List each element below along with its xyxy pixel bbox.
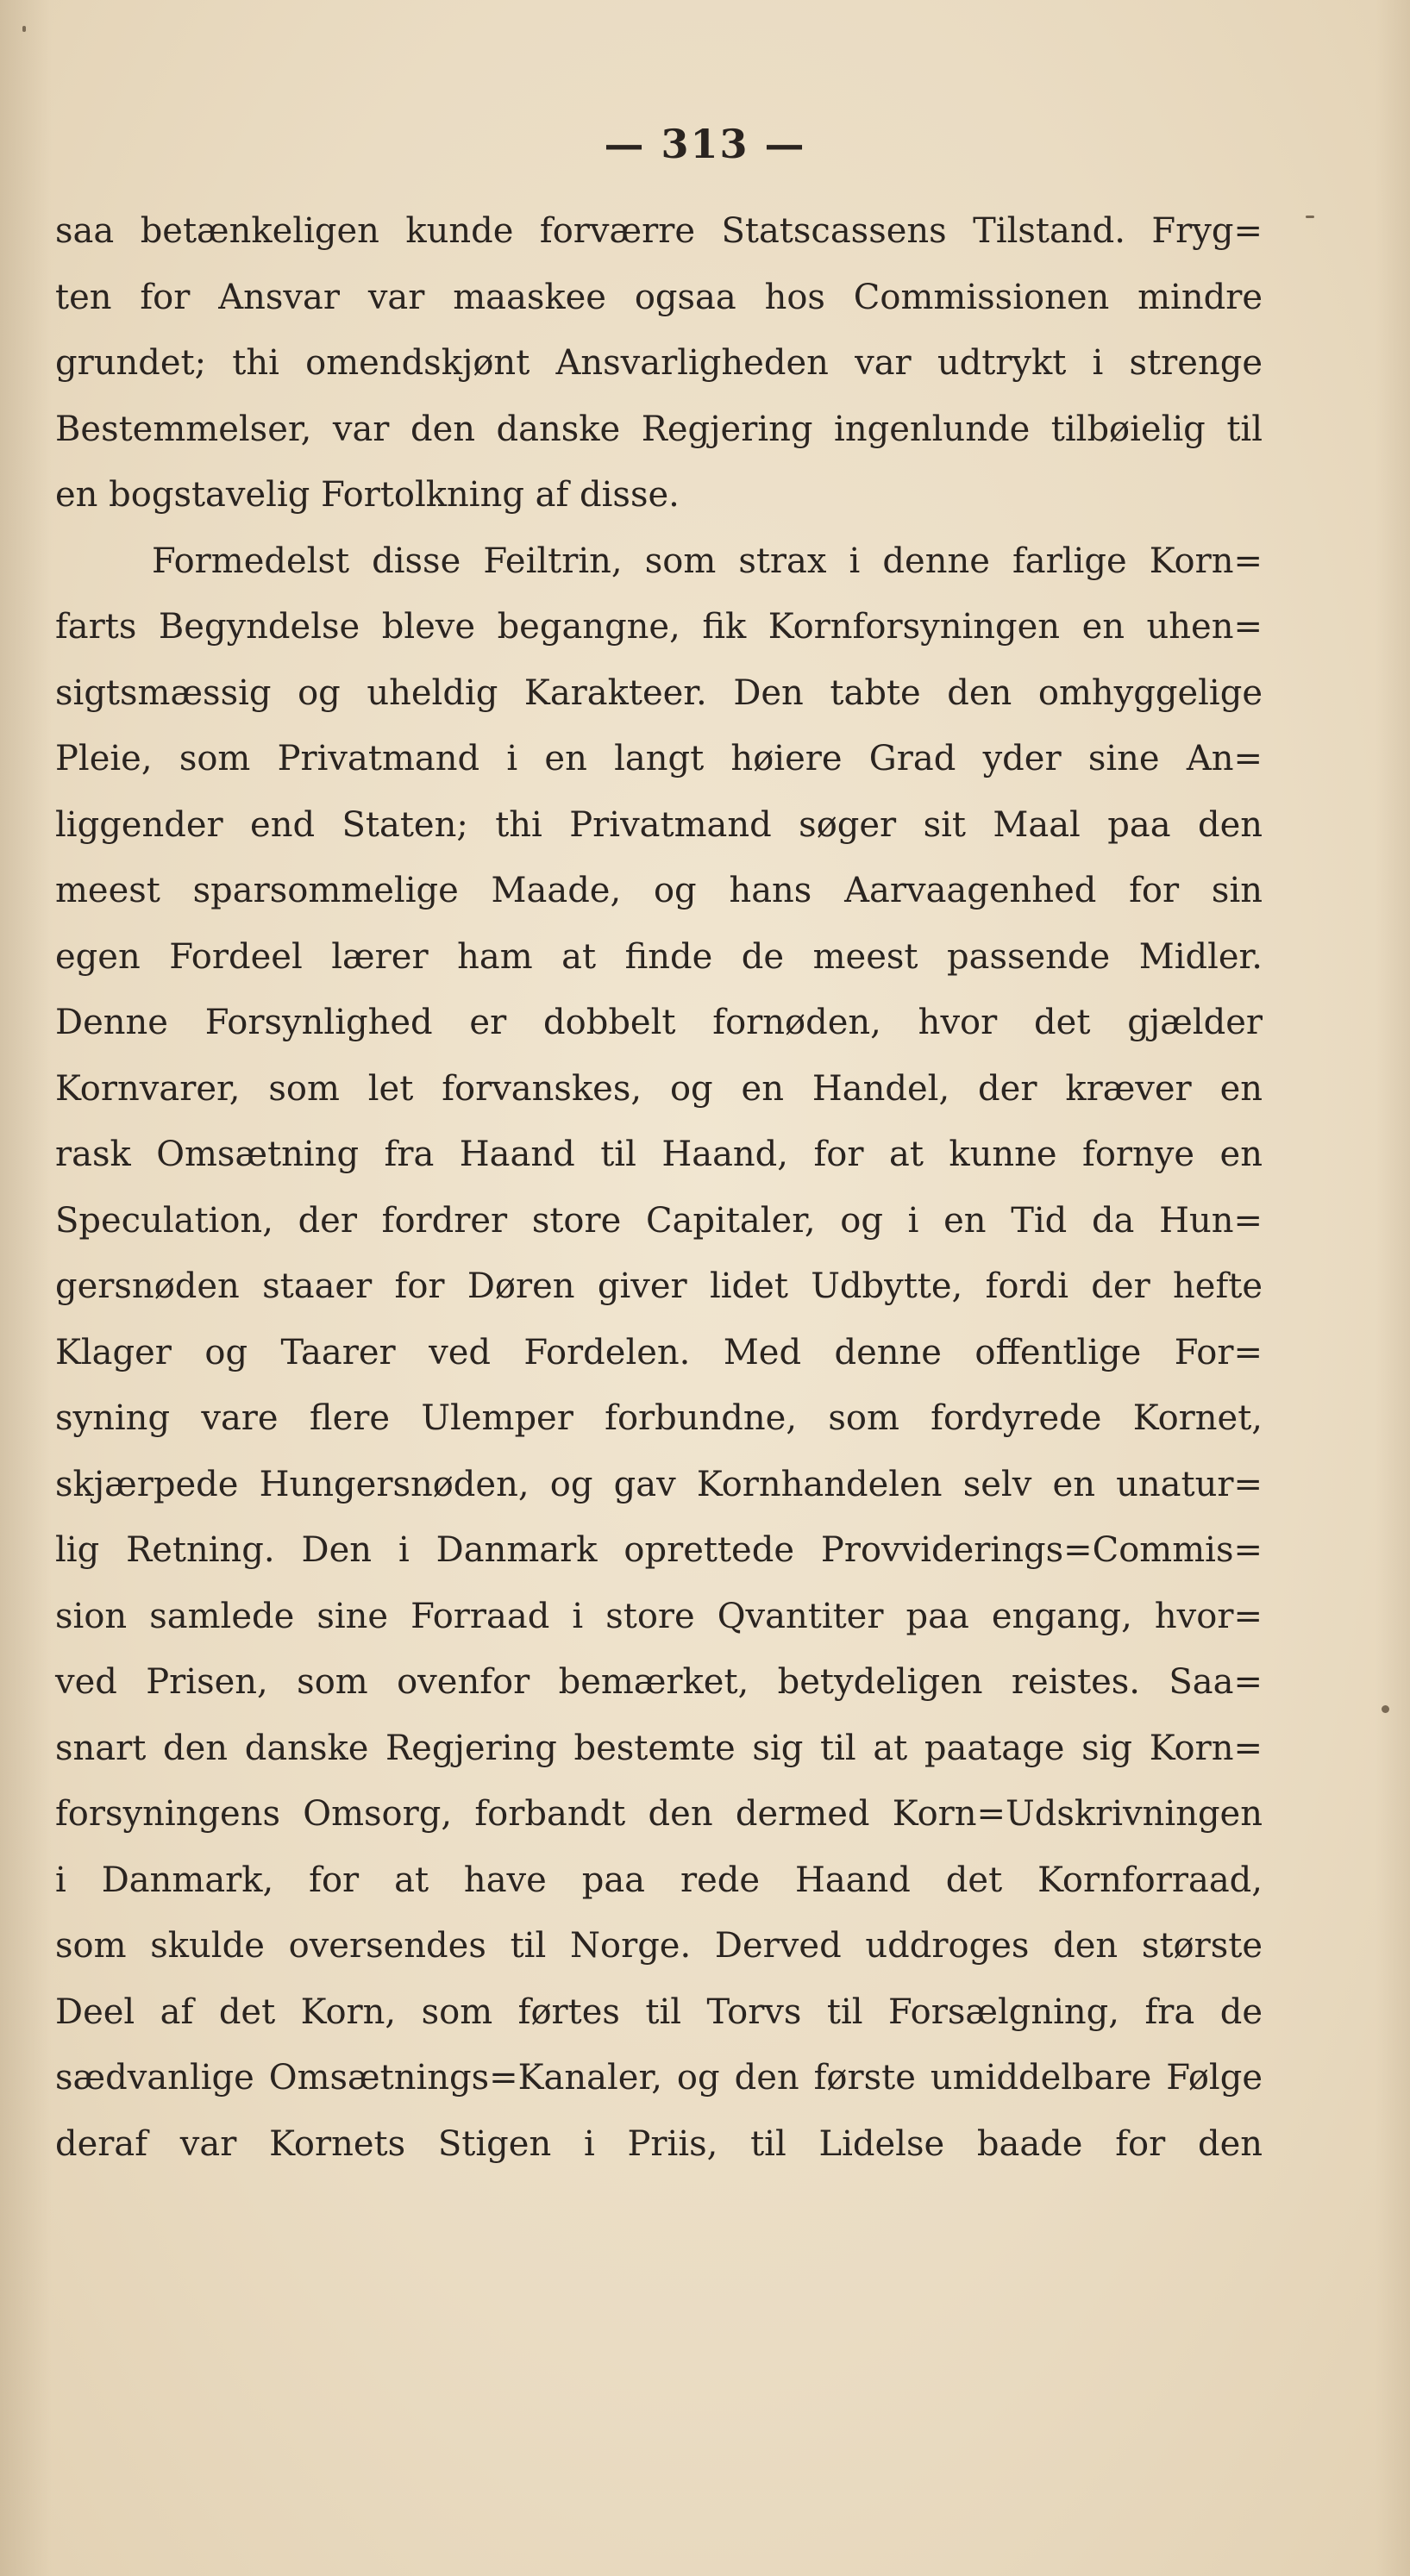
text-line: Speculation, der fordrer store Capitaler, og i en Tid da Hun= [55,1200,1263,1241]
text-line: syning vare flere Ulemper forbundne, som fordyrede Kornet, [55,1398,1263,1438]
text-line: lig Retning. Den i Danmark oprettede Provviderings=Commis= [55,1530,1263,1570]
page-number: — 313 — [604,121,806,167]
text-line: skjærpede Hungersnøden, og gav Kornhandelen selv en unatur= [55,1464,1263,1504]
body-text [55,198,1263,2177]
text-line: gersnøden staaer for Døren giver lidet Udbytte, fordi der hefte [55,1266,1263,1306]
text-line: Klager og Taarer ved Fordelen. Med denne offentlige For= [55,1332,1263,1372]
text-line: meest sparsommelige Maade, og hans Aarvaagenhed for sin [55,871,1263,910]
spine-shadow [0,0,52,2576]
text-line: sigtsmæssig og uheldig Karakteer. Den tabte den omhyggelige [55,672,1263,713]
text-line: sion samlede sine Forraad i store Qvantiter paa engang, hvor= [55,1596,1263,1636]
text-line: forsyningens Omsorg, forbandt den dermed Korn=Udskrivningen [55,1794,1263,1834]
text-line: grundet; thi omendskjønt Ansvarligheden var udtrykt i strenge [55,343,1263,383]
text-line: snart den danske Regjering bestemte sig til at paatage sig Korn= [55,1728,1263,1768]
paper-speck [1382,1705,1389,1713]
text-line: Kornvarer, som let forvanskes, og en Handel, der kræver en [55,1068,1263,1109]
paragraph-end-line: en bogstavelig Fortolkning af disse. [55,475,680,515]
text-line: Denne Forsynlighed er dobbelt fornøden, hvor det gjælder [55,1003,1263,1042]
text-line: deraf var Kornets Stigen i Priis, til Lidelse baade for den [55,2123,1263,2164]
text-line: farts Begyndelse bleve begangne, fik Kornforsyningen en uhen= [55,607,1263,647]
text-line: Deel af det Korn, som førtes til Torvs til Forsælgning, fra de [55,1991,1263,2032]
text-line: saa betænkeligen kunde forværre Statscassens Tilstand. Fryg= [55,211,1263,251]
text-line: ved Prisen, som ovenfor bemærket, betydeligen reistes. Saa= [55,1662,1263,1702]
paper-speck [1306,216,1314,218]
text-line: ten for Ansvar var maaskee ogsaa hos Commissionen mindre [55,277,1263,317]
text-line: egen Fordeel lærer ham at finde de meest passende Midler. [55,936,1263,977]
text-line: sædvanlige Omsætnings=Kanaler, og den første umiddelbare Følge [55,2058,1263,2098]
paragraph-start-line: Formedelst disse Feiltrin, som strax i denne farlige Korn= [152,541,1263,581]
text-line: Pleie, som Privatmand i en langt høiere Grad yder sine An= [55,739,1263,778]
text-line: i Danmark, for at have paa rede Haand det Kornforraad, [55,1860,1263,1900]
text-line: rask Omsætning fra Haand til Haand, for at kunne fornye en [55,1135,1263,1174]
page-edge-shadow [1376,0,1410,2576]
text-line: Bestemmelser, var den danske Regjering ingenlunde tilbøielig til [55,409,1263,449]
text-line: liggender end Staten; thi Privatmand søger sit Maal paa den [55,804,1263,845]
paper-speck [22,26,26,32]
text-line: som skulde oversendes til Norge. Derved uddroges den største [55,1926,1263,1966]
